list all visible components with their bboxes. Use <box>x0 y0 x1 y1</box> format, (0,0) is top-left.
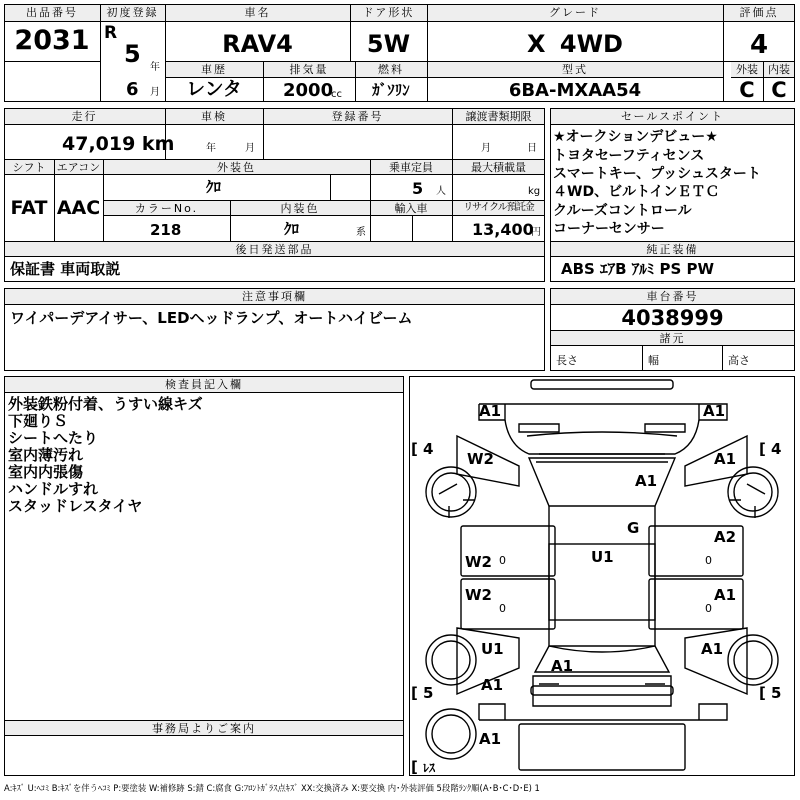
inspector-line: 室内薄汚れ <box>8 446 84 464</box>
damage-mark: A1 <box>479 402 502 420</box>
inspection-label: 車検 <box>201 110 227 123</box>
office-label: 事務局よりご案内 <box>152 722 256 735</box>
length-label: 長さ <box>556 354 578 367</box>
color-no: 218 <box>150 221 182 239</box>
capacity-label: 乗車定員 <box>389 161 433 174</box>
damage-mark: A2 <box>714 528 737 546</box>
load-label: 最大積載量 <box>471 161 526 174</box>
damage-mark: A1 <box>481 676 504 694</box>
sales-point-label: セールスポイント <box>620 110 724 123</box>
damage-mark: A1 <box>479 730 502 748</box>
sales-line: ４WD、ビルトインＥＴＣ <box>553 184 720 200</box>
spare-tire-value: ﾚｽ <box>423 761 436 775</box>
displacement-unit: cc <box>331 89 342 100</box>
equipment: ABS ｴｱB ｱﾙﾐ PS PW <box>561 260 715 278</box>
year-unit: 年 <box>150 62 160 73</box>
damage-mark: A1 <box>701 640 724 658</box>
inspector-line: スタッドレスタイヤ <box>8 497 143 515</box>
damage-mark: A1 <box>635 472 658 490</box>
door-mark-zero: 0 <box>705 554 712 567</box>
damage-mark: G <box>627 519 640 537</box>
recycle-label: リサイクル預託金 <box>463 202 534 213</box>
equipment-label: 純正装備 <box>646 243 699 256</box>
chassis-number: 4038999 <box>621 306 724 330</box>
tire-fr-value: 4 <box>771 440 782 458</box>
inspector-line: 外装鉄粉付着、うすい線キズ <box>8 395 203 413</box>
interior-label: 内装 <box>768 63 790 76</box>
yen-unit: 円 <box>531 227 541 238</box>
transfer-month-unit: 月 <box>481 143 491 154</box>
int-color-unit: 系 <box>356 227 366 238</box>
svg-text:[: [ <box>411 684 418 702</box>
lot-number: 2031 <box>14 25 90 56</box>
score: 4 <box>749 30 769 60</box>
door-mark-zero: 0 <box>705 602 712 615</box>
displacement-label: 排気量 <box>289 63 329 76</box>
notes-label: 注意事項欄 <box>242 290 307 303</box>
sales-line: コーナーセンサー <box>553 221 665 237</box>
person-unit: 人 <box>436 186 446 197</box>
chassis-label: 車台番号 <box>646 290 699 303</box>
score-label: 評価点 <box>739 6 779 19</box>
shift-label: シフト <box>12 161 46 174</box>
later-parts: 保証書 車両取説 <box>10 260 121 278</box>
damage-mark: U1 <box>481 640 504 658</box>
reg-era: R <box>104 23 118 43</box>
sales-line: スマートキー、プッシュスタート <box>553 166 761 182</box>
reg-month: 6 <box>126 79 139 100</box>
car-name: RAV4 <box>222 30 293 58</box>
sales-line: ★オークションデビュー★ <box>553 129 718 145</box>
spec-label: 諸元 <box>659 332 686 345</box>
damage-mark: W2 <box>465 553 492 571</box>
car-damage-diagram <box>409 376 795 776</box>
svg-text:[: [ <box>411 758 418 776</box>
lot-label: 出品番号 <box>26 6 78 19</box>
int-color-label: 内装色 <box>280 202 320 215</box>
model-label: 型式 <box>562 63 588 76</box>
shift: FAT <box>10 197 48 219</box>
damage-mark: W2 <box>465 586 492 604</box>
inspector-line: 室内内張傷 <box>8 463 84 481</box>
tire-rr-value: 5 <box>771 684 782 702</box>
history-label: 車歴 <box>201 63 227 76</box>
color: ｸﾛ <box>206 178 222 196</box>
inspection-month-unit: 月 <box>245 143 255 154</box>
grade-label: グレード <box>549 6 601 19</box>
fuel-label: 燃料 <box>378 63 404 76</box>
damage-mark: A1 <box>714 586 737 604</box>
tire-fl-value: 4 <box>423 440 434 458</box>
int-color: ｸﾛ <box>284 220 300 238</box>
capacity: 5 <box>412 179 424 198</box>
kg-unit: kg <box>528 186 541 197</box>
transfer-day-unit: 日 <box>527 143 537 154</box>
sales-line: クルーズコントロール <box>553 203 692 219</box>
door-type: 5W <box>366 30 411 58</box>
interior-grade: C <box>771 78 787 102</box>
inspector-line: 下廻りＳ <box>8 412 69 430</box>
inspector-line: ハンドルすれ <box>8 480 99 498</box>
svg-text:[: [ <box>411 440 418 458</box>
door-label: ドア形状 <box>362 6 415 19</box>
recycle-amount: 13,400 <box>472 220 534 239</box>
notes-text: ワイパーデアイサー、LEDヘッドランプ、オートハイビーム <box>10 309 413 327</box>
color-no-label: カラーNo. <box>134 202 199 215</box>
tire-rl-value: 5 <box>423 684 434 702</box>
displacement: 2000 <box>283 80 334 101</box>
inspection-year-unit: 年 <box>206 143 216 154</box>
height-label: 高さ <box>728 354 750 367</box>
mileage: 47,019 km <box>62 133 175 155</box>
damage-mark: W2 <box>467 450 494 468</box>
exterior-grade: C <box>739 78 755 102</box>
ac-label: エアコン <box>56 161 101 174</box>
sales-line: トヨタセーフティセンス <box>553 148 705 164</box>
damage-mark: A1 <box>703 402 726 420</box>
history: レンタ <box>186 78 242 100</box>
car-name-label: 車名 <box>244 6 271 19</box>
transfer-label: 譲渡書類期限 <box>465 110 532 123</box>
door-mark-zero: 0 <box>499 602 506 615</box>
fuel: ｶﾞｿﾘﾝ <box>372 81 410 99</box>
ac: AAC <box>56 197 101 219</box>
grade: X 4WD <box>527 30 623 58</box>
regno-label: 登録番号 <box>331 110 384 123</box>
damage-mark: A1 <box>714 450 737 468</box>
svg-text:[: [ <box>759 684 766 702</box>
later-parts-label: 後日発送部品 <box>235 243 314 256</box>
month-unit: 月 <box>150 87 160 98</box>
inspector-label: 検査員記入欄 <box>165 378 243 391</box>
inspector-line: シートへたり <box>8 429 99 447</box>
exterior-label: 外装 <box>736 63 758 76</box>
import-label: 輸入車 <box>394 202 428 215</box>
legend-text: A:ｷｽﾞ U:ﾍｺﾐ B:ｷｽﾞを伴うﾍｺﾐ P:要塗装 W:補修跡 S:錆 C:腐食 G:ﾌﾛﾝﾄｶﾞﾗｽ点ｷｽﾞ XX:交換済み X:要交換 内･外装評価 5段階ﾗﾝｸ順(A･B･C･D･E) 1 <box>4 783 540 793</box>
door-mark-zero: 0 <box>499 554 506 567</box>
mileage-label: 走行 <box>71 110 98 123</box>
reg-year: 5 <box>124 40 141 68</box>
width-label: 幅 <box>648 354 659 367</box>
color-label: 外装色 <box>217 161 256 174</box>
reg-label: 初度登録 <box>106 6 159 19</box>
svg-text:[: [ <box>759 440 766 458</box>
model-code: 6BA-MXAA54 <box>508 80 642 101</box>
damage-mark: A1 <box>551 657 574 675</box>
damage-mark: U1 <box>591 548 614 566</box>
